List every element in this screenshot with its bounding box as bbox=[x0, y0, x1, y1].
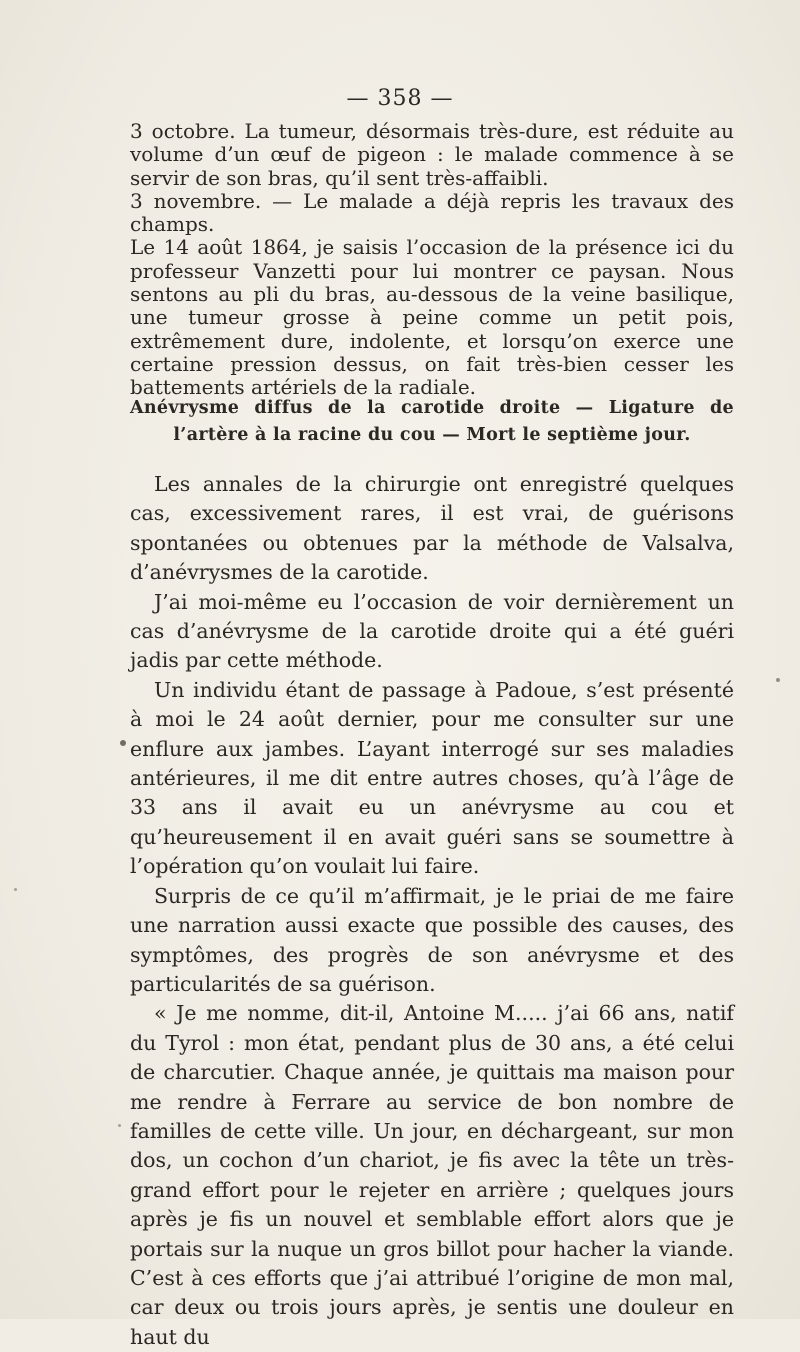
paragraph-padoue: Un individu étant de passage à Padoue, s’est présenté à moi le 24 août dernier, pour me consulter sur une enflure aux jambes. L’ayant interrogé sur ses maladies antérieures, il me dit entre autres choses, qu’à l’âge de 33 ans il avait eu un anévrysme au cou et qu’heureusement il en avait guéri sans se soumettre à l’opération qu’on voulait lui faire. bbox=[130, 677, 734, 879]
ink-speck bbox=[14, 888, 17, 891]
top-text-block bbox=[130, 120, 734, 400]
paragraph-annales: Les annales de la chirurgie ont enregistré quelques cas, excessivement rares, il est vrai, de guérisons spontanées ou obtenues par la méthode de Valsalva, d’anévrysmes de la carotide. bbox=[130, 472, 734, 585]
ink-speck bbox=[120, 740, 126, 746]
paragraph-3-novembre: 3 novembre. — Le malade a déjà repris les travaux des champs. bbox=[130, 188, 734, 237]
paragraph-surpris: Surpris de ce qu’il m’affirmait, je le priai de me faire une narration aussi exacte que possible des causes, des symptômes, des progrès de son anévrysme et des particularités de sa guérison. bbox=[130, 883, 734, 996]
section-heading bbox=[130, 395, 734, 449]
paragraph-antoine: « Je me nomme, dit-il, Antoine M..... j’ai 66 ans, natif du Tyrol : mon état, pendant plus de 30 ans, a été celui de charcutier. Chaque année, je quittais ma maison pour me rendre à Ferrare au service de bon nombre de familles de cette ville. Un jour, en déchargeant, sur mon dos, un cochon d’un chariot, je fis avec la tête un très-grand effort pour le rejeter en arrière ; quelques jours après je fis un nouvel et semblable effort alors que je portais sur la nuque un gros billot pour hacher la viande. C’est à ces efforts que j’ai attribué l’origine de mon mal, car deux ou trois jours après, je sentis une douleur en haut du bbox=[130, 1001, 734, 1349]
ink-speck bbox=[776, 678, 780, 682]
ink-speck bbox=[118, 1124, 121, 1127]
paragraph-14-aout-1864: Le 14 août 1864, je saisis l’occasion de la présence ici du professeur Vanzetti pour lui montrer ce paysan. Nous sentons au pli du bras, au-dessous de la veine basilique, une tumeur grosse à peine comme un petit pois, extrêmement dure, indolente, et lorsqu’on exerce une certaine pression dessus, on fait très-bien cesser les battements artériels de la radiale. bbox=[130, 235, 734, 400]
body-text-block bbox=[130, 470, 734, 1352]
section-heading-text: Anévrysme diffus de la carotide droite — Ligature de l’artère à la racine du cou — Mort le septième jour. bbox=[130, 398, 734, 445]
paragraph-moi-meme: J’ai moi-même eu l’occasion de voir dernièrement un cas d’anévrysme de la carotide droite qui a été guéri jadis par cette méthode. bbox=[130, 589, 734, 673]
paragraph-3-octobre: 3 octobre. La tumeur, désormais très-dure, est réduite au volume d’un œuf de pigeon : le malade commence à se servir de son bras, qu’il sent très-affaibli. bbox=[130, 119, 734, 190]
page-number: — 358 — bbox=[346, 86, 454, 111]
